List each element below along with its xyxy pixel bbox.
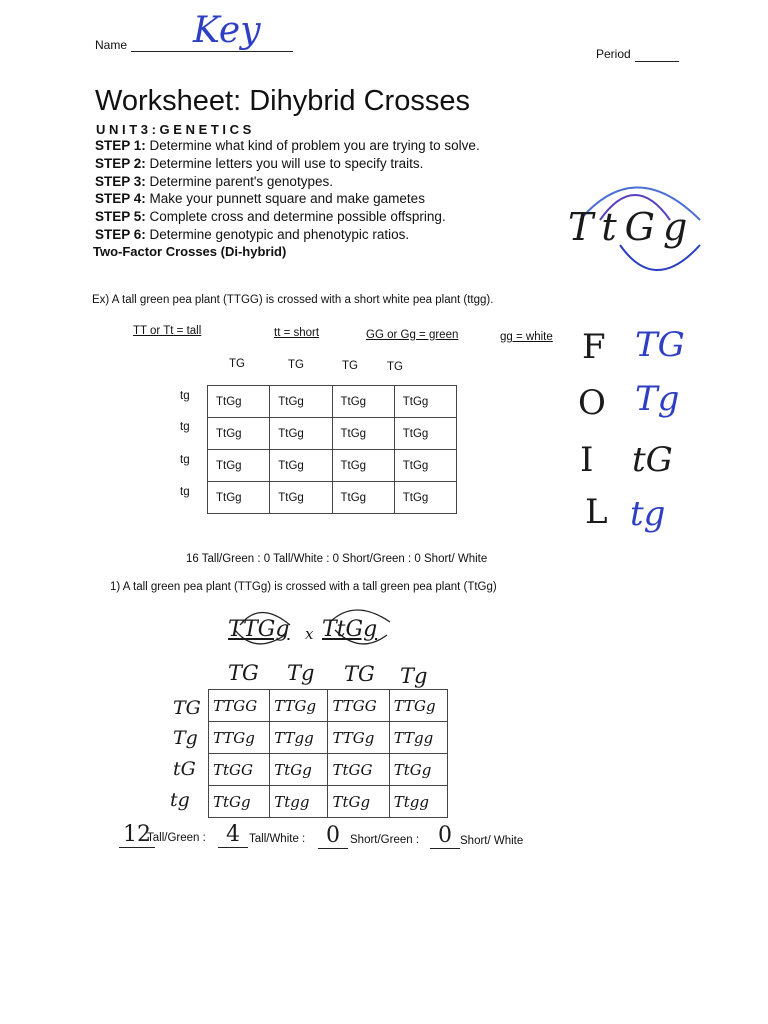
punnett-cell: TTGg bbox=[328, 722, 389, 754]
punnett-cell: TtGg bbox=[208, 386, 270, 418]
punnett-cell: TtGg bbox=[208, 450, 270, 482]
punnett-cell: TTgg bbox=[270, 722, 328, 754]
key-tall: TT or Tt = tall bbox=[133, 325, 202, 337]
key-white: gg = white bbox=[500, 331, 553, 343]
punnett-cell: TtGg bbox=[270, 418, 332, 450]
punnett-cell: TtGg bbox=[209, 786, 270, 818]
punnett-cell: TtGg bbox=[270, 754, 328, 786]
step-item: STEP 1: Determine what kind of problem you are trying to solve. bbox=[95, 138, 480, 153]
punnett-cell: TTGG bbox=[328, 690, 389, 722]
period-label: Period bbox=[596, 47, 631, 61]
label-tall-green: Tall/Green : bbox=[147, 832, 206, 844]
punnett-cell: TtGg bbox=[270, 450, 332, 482]
punnett-cell: Ttgg bbox=[270, 786, 328, 818]
label-tall-white: Tall/White : bbox=[249, 833, 306, 845]
p1-col-gamete: TG bbox=[228, 661, 259, 685]
cross-right-genotype: TtGg bbox=[322, 617, 378, 642]
p1-row-gamete: tg bbox=[170, 789, 190, 811]
punnett-cell: TtGg bbox=[394, 418, 456, 450]
foil-gamete-f: TG bbox=[635, 325, 685, 365]
punnett-cell: TtGg bbox=[332, 482, 394, 514]
step-item: STEP 3: Determine parent's genotypes. bbox=[95, 173, 333, 189]
ex-row-gamete: tg bbox=[180, 421, 190, 433]
cross-left-genotype: TTGg bbox=[228, 617, 290, 642]
punnett-cell: TTgg bbox=[389, 722, 447, 754]
answer-tall-white: 4 bbox=[218, 822, 248, 848]
p1-row-gamete: tG bbox=[173, 758, 196, 780]
name-value: Key bbox=[193, 10, 261, 51]
punnett-cell: TTGg bbox=[270, 690, 328, 722]
punnett-cell: TtGg bbox=[208, 418, 270, 450]
foil-gamete-i: tG bbox=[632, 440, 673, 480]
ex-col-gamete: TG bbox=[229, 358, 245, 370]
step-item: STEP 2: Determine letters you will use to specify traits. bbox=[95, 155, 424, 171]
page-title: Worksheet: Dihybrid Crosses bbox=[95, 85, 470, 117]
section-subtitle: Two-Factor Crosses (Di-hybrid) bbox=[93, 244, 287, 259]
problem1-punnett-square bbox=[208, 689, 448, 818]
p1-row-gamete: TG bbox=[173, 697, 201, 719]
ex-col-gamete: TG bbox=[342, 360, 358, 372]
p1-row-gamete: Tg bbox=[173, 727, 198, 749]
problem1-prompt: 1) A tall green pea plant (TTGg) is crossed with a tall green pea plant (TtGg) bbox=[110, 581, 497, 593]
name-label: Name bbox=[95, 38, 128, 52]
punnett-cell: TtGg bbox=[328, 786, 389, 818]
answer-tall-green: 12 bbox=[119, 822, 155, 848]
period-line bbox=[635, 61, 679, 62]
foil-gamete-o: Tg bbox=[635, 379, 680, 419]
label-short-green: Short/Green : bbox=[350, 834, 420, 846]
p1-col-gamete: Tg bbox=[400, 664, 428, 688]
ex-col-gamete: TG bbox=[387, 361, 403, 373]
foil-letter-f: F bbox=[582, 327, 606, 367]
name-line bbox=[131, 51, 293, 52]
punnett-cell: TtGg bbox=[394, 450, 456, 482]
punnett-cell: TtGG bbox=[328, 754, 389, 786]
punnett-cell: TtGG bbox=[209, 754, 270, 786]
p1-ratio-row bbox=[115, 822, 555, 852]
punnett-cell: TtGg bbox=[389, 754, 447, 786]
punnett-cell: TtGg bbox=[394, 482, 456, 514]
punnett-cell: TtGg bbox=[332, 386, 394, 418]
annotation-genotype: TtGg bbox=[568, 205, 696, 249]
example-punnett-square bbox=[207, 385, 457, 514]
punnett-cell: TTGg bbox=[389, 690, 447, 722]
step-item: STEP 6: Determine genotypic and phenotypic ratios. bbox=[95, 226, 410, 242]
step-item: STEP 5: Complete cross and determine possible offspring. bbox=[95, 209, 446, 225]
answer-short-green: 0 bbox=[318, 823, 348, 849]
punnett-cell: TtGg bbox=[208, 482, 270, 514]
steps-list bbox=[95, 137, 480, 244]
punnett-cell: TtGg bbox=[394, 386, 456, 418]
foil-letter-o: O bbox=[578, 383, 606, 423]
key-green: GG or Gg = green bbox=[366, 329, 459, 341]
answer-short-white: 0 bbox=[430, 823, 460, 849]
example-prompt: Ex) A tall green pea plant (TTGG) is crossed with a short white pea plant (ttgg). bbox=[92, 294, 494, 306]
punnett-cell: TTGg bbox=[209, 722, 270, 754]
punnett-cell: TtGg bbox=[332, 450, 394, 482]
p1-col-gamete: Tg bbox=[287, 661, 315, 685]
key-short: tt = short bbox=[274, 327, 320, 339]
foil-letter-i: I bbox=[580, 440, 594, 480]
ex-row-gamete: tg bbox=[180, 454, 190, 466]
cross-x: x bbox=[305, 625, 314, 643]
p1-col-gamete: TG bbox=[344, 662, 375, 686]
step-item: STEP 4: Make your punnett square and make gametes bbox=[95, 191, 425, 207]
punnett-cell: TtGg bbox=[270, 482, 332, 514]
ex-row-gamete: tg bbox=[180, 486, 190, 498]
ex-col-gamete: TG bbox=[288, 359, 304, 371]
foil-gamete-l: tg bbox=[630, 494, 666, 534]
punnett-cell: TtGg bbox=[332, 418, 394, 450]
label-short-white: Short/ White bbox=[460, 835, 524, 847]
punnett-cell: Ttgg bbox=[389, 786, 447, 818]
example-ratio: 16 Tall/Green : 0 Tall/White : 0 Short/Green : 0 Short/ White bbox=[186, 553, 488, 565]
punnett-cell: TtGg bbox=[270, 386, 332, 418]
foil-letter-l: L bbox=[585, 492, 608, 532]
punnett-cell: TTGG bbox=[209, 690, 270, 722]
ex-row-gamete: tg bbox=[180, 390, 190, 402]
unit-label: U N I T 3 : G E N E T I C S bbox=[96, 122, 252, 137]
